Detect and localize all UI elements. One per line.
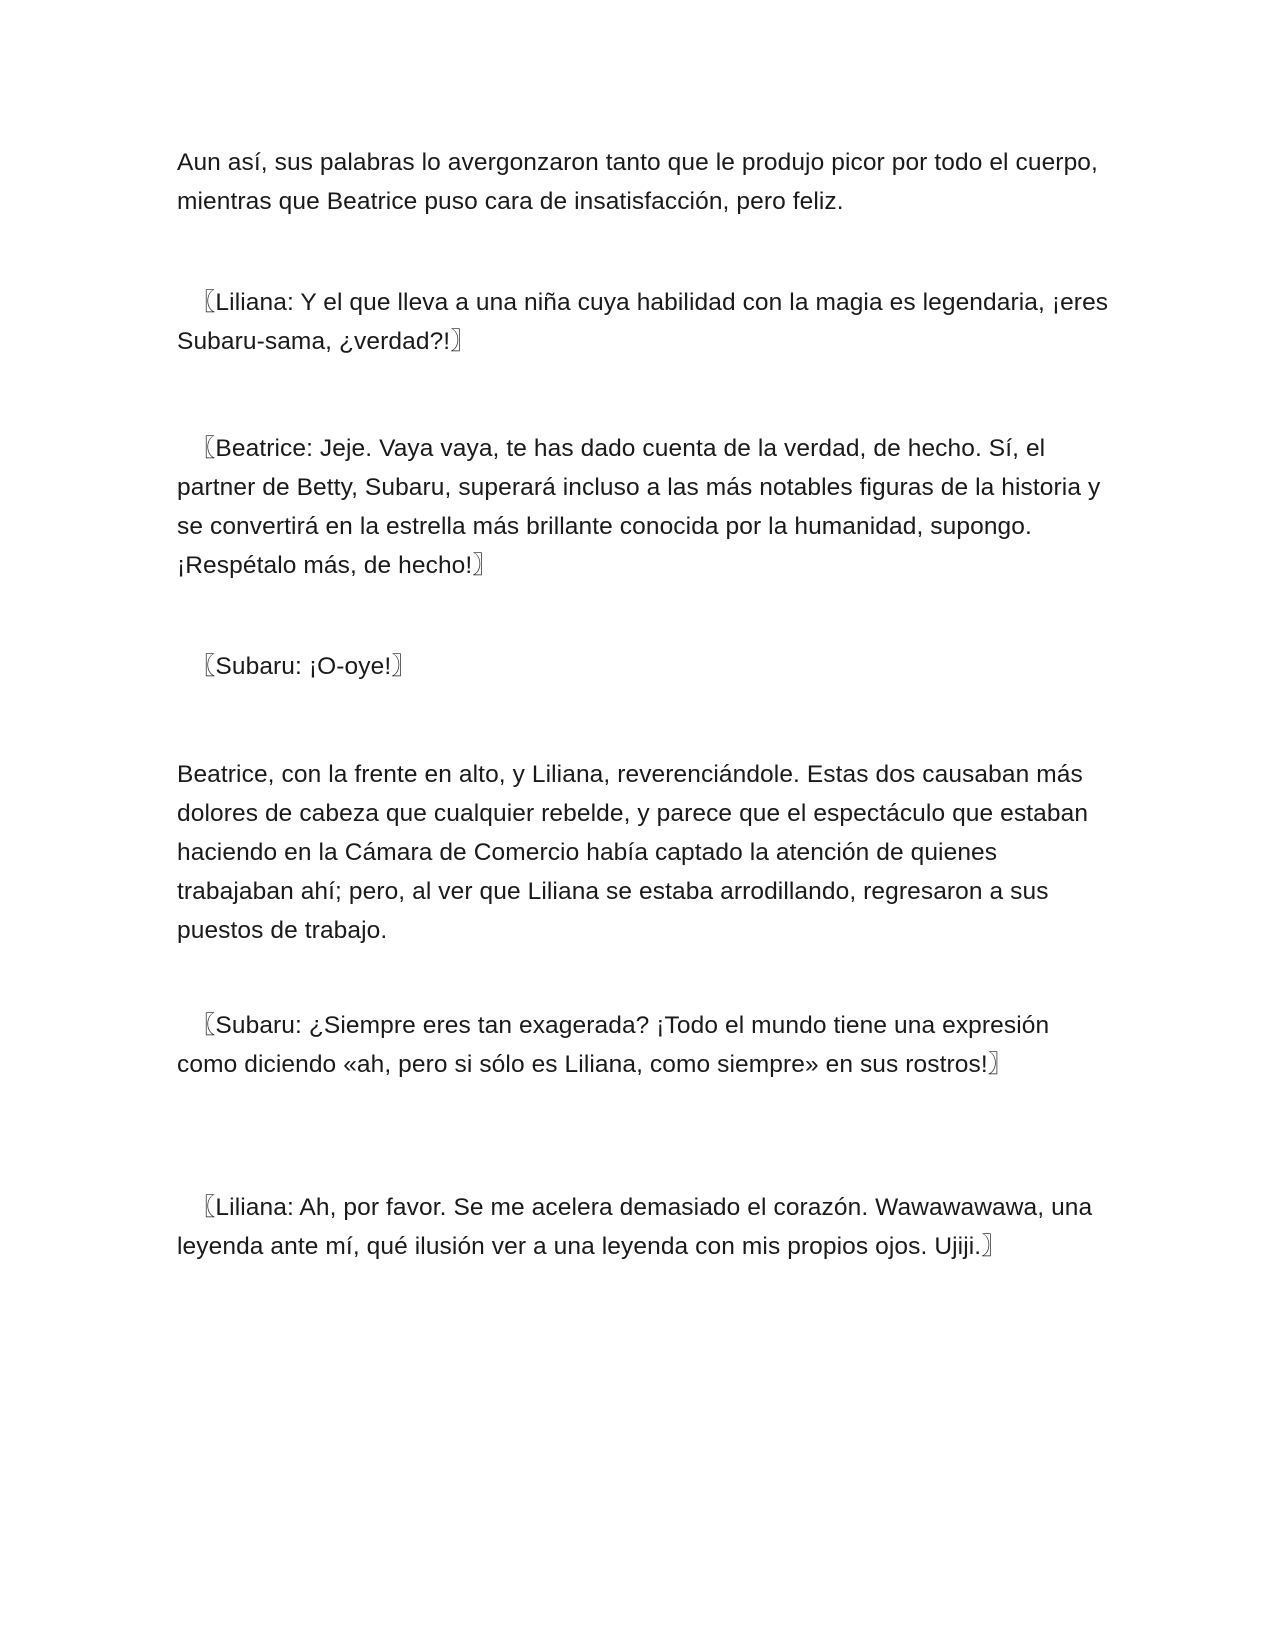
paragraph-narration-1: Aun así, sus palabras lo avergonzaron tanto que le produjo picor por todo el cuerpo, mientras que Beatrice puso cara de insatisfacción, pero feliz. xyxy=(177,149,1105,215)
paragraph-dialogue-liliana-1: 〖Liliana: Y el que lleva a una niña cuya habilidad con la magia es legendaria, ¡eres Subaru-sama, ¿verdad?!〗 xyxy=(177,289,1116,355)
paragraph-dialogue-liliana-2: 〖Liliana: Ah, por favor. Se me acelera demasiado el corazón. Wawawawawa, una leyenda ante mí, qué ilusión ver a una leyenda con mis propios ojos. Ujiji.〗 xyxy=(177,1194,1100,1260)
paragraph-dialogue-subaru-2: 〖Subaru: ¿Siempre eres tan exagerada? ¡Todo el mundo tiene una expresión como diciendo «ah, pero si sólo es Liliana, como siempre» en sus rostros!〗 xyxy=(177,1012,1057,1078)
paragraph-dialogue-subaru-1: 〖Subaru: ¡O-oye!〗 xyxy=(177,653,416,680)
paragraph-narration-2: Beatrice, con la frente en alto, y Liliana, reverenciándole. Estas dos causaban más dolores de cabeza que cualquier rebelde, y parece que el espectáculo que estaban haciendo en la Cámara de Comercio había captado la atención de quienes trabajaban ahí; pero, al ver que Liliana se estaba arrodillando, regresaron a sus puestos de trabajo. xyxy=(177,761,1095,944)
paragraph-dialogue-beatrice: 〖Beatrice: Jeje. Vaya vaya, te has dado cuenta de la verdad, de hecho. Sí, el partner de Betty, Subaru, superará incluso a las más notables figuras de la historia y se convertirá en la estrella más brillante conocida por la humanidad, supongo. ¡Respétalo más, de hecho!〗 xyxy=(177,435,1108,579)
